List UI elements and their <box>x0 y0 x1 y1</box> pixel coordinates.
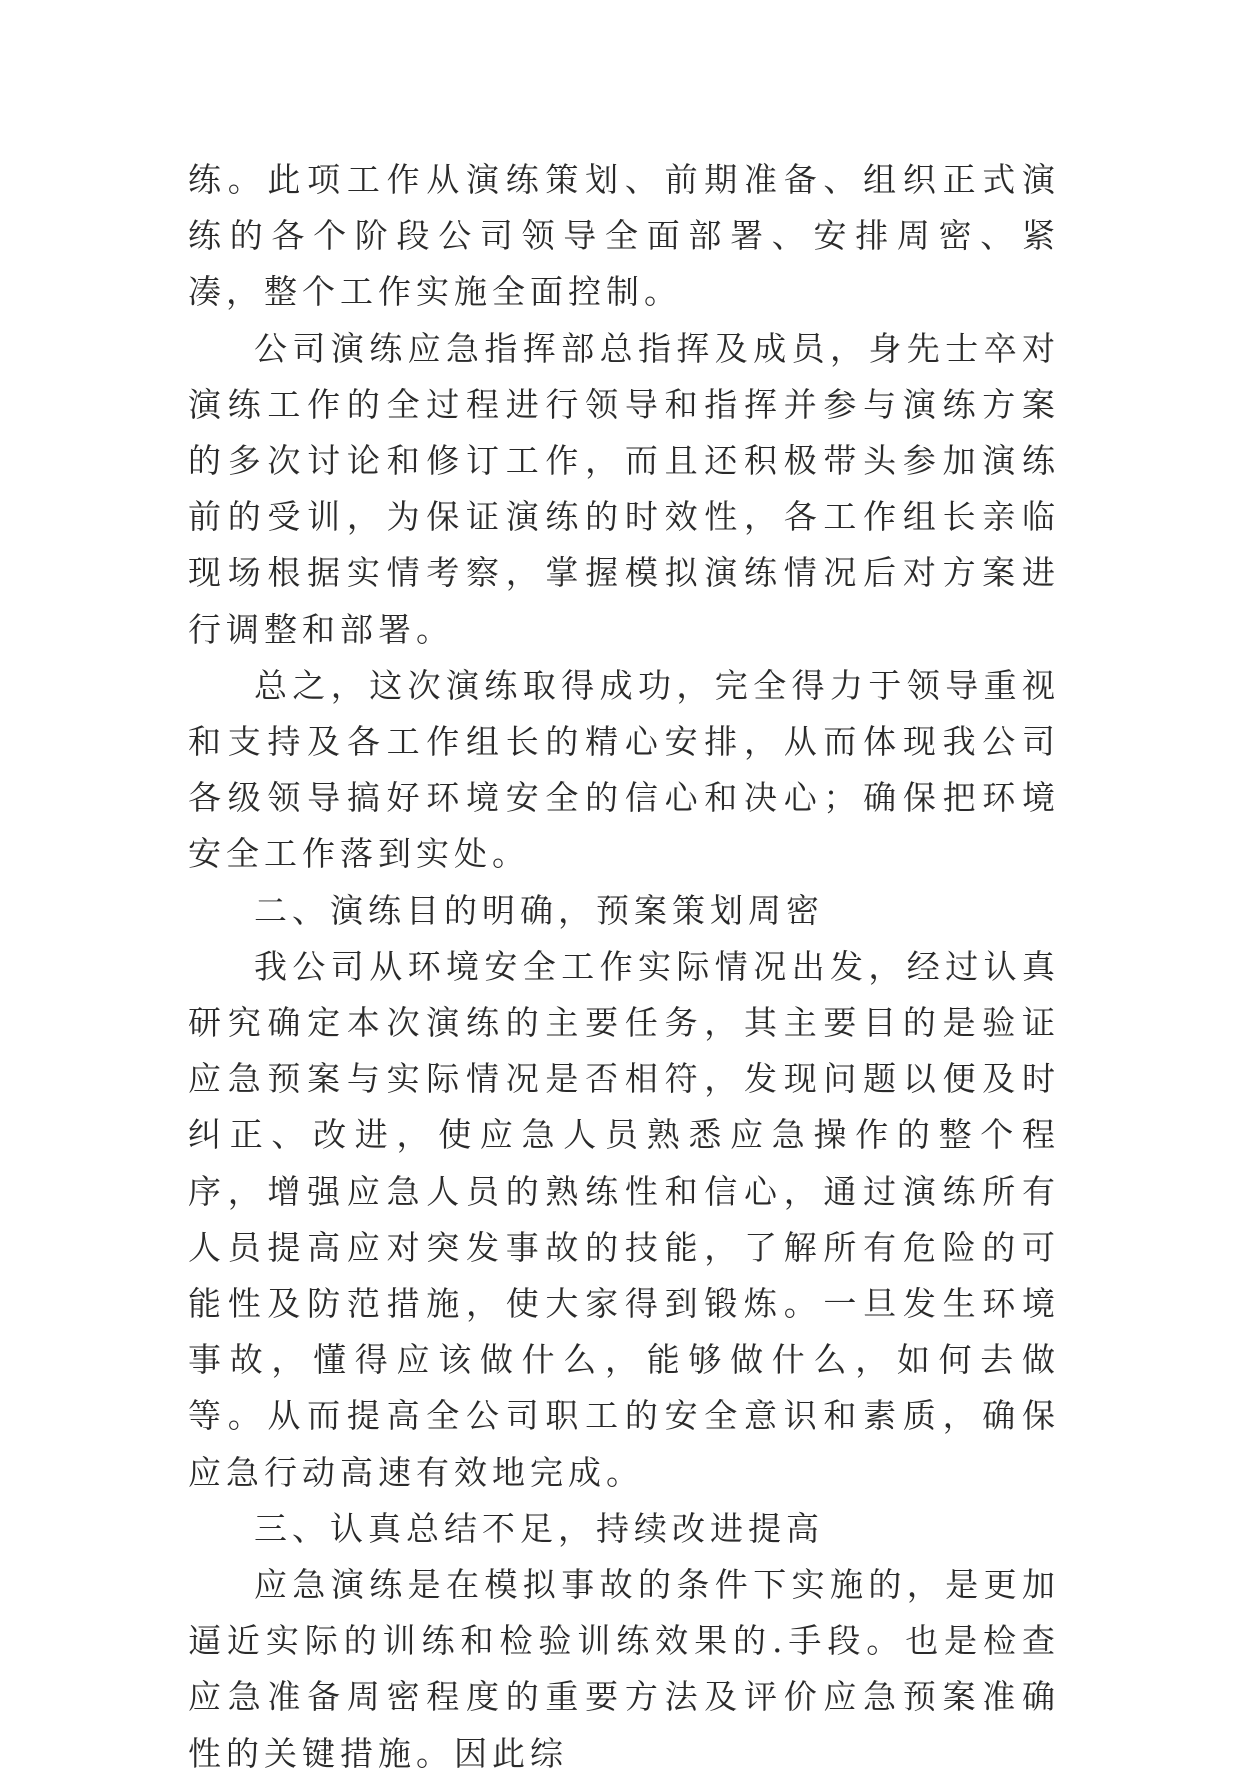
paragraph-continuation: 练。此项工作从演练策划、前期准备、组织正式演练的各个阶段公司领导全面部署、安排周密、紧凑，整个工作实施全面控制。 <box>188 160 1060 312</box>
paragraph-drill-review: 应急演练是在模拟事故的条件下实施的，是更加逼近实际的训练和检验训练效果的.手段。也是检查应急准备周密程度的重要方法及评价应急预案准确性的关键措施。因此综 <box>188 1565 1060 1773</box>
paragraph-command-leadership: 公司演练应急指挥部总指挥及成员，身先士卒对演练工作的全过程进行领导和指挥并参与演练方案的多次讨论和修订工作，而且还积极带头参加演练前的受训，为保证演练的时效性，各工作组长亲临现场根据实情考察，掌握模拟演练情况后对方案进行调整和部署。 <box>188 328 1060 649</box>
section-heading-2: 二、演练目的明确，预案策划周密 <box>254 890 824 930</box>
document-body <box>188 152 1060 1782</box>
paragraph-drill-purpose: 我公司从环境安全工作实际情况出发，经过认真研究确定本次演练的主要任务，其主要目的是验证应急预案与实际情况是否相符，发现问题以便及时纠正、改进，使应急人员熟悉应急操作的整个程序，增强应急人员的熟练性和信心，通过演练所有人员提高应对突发事故的技能，了解所有危险的可能性及防范措施，使大家得到锻炼。一旦发生环境事故，懂得应该做什么，能够做什么，如何去做等。从而提高全公司职工的安全意识和素质，确保应急行动高速有效地完成。 <box>188 946 1060 1492</box>
section-heading-3: 三、认真总结不足，持续改进提高 <box>254 1508 824 1548</box>
paragraph-summary: 总之，这次演练取得成功，完全得力于领导重视和支持及各工作组长的精心安排，从而体现我公司各级领导搞好环境安全的信心和决心；确保把环境安全工作落到实处。 <box>188 665 1060 874</box>
